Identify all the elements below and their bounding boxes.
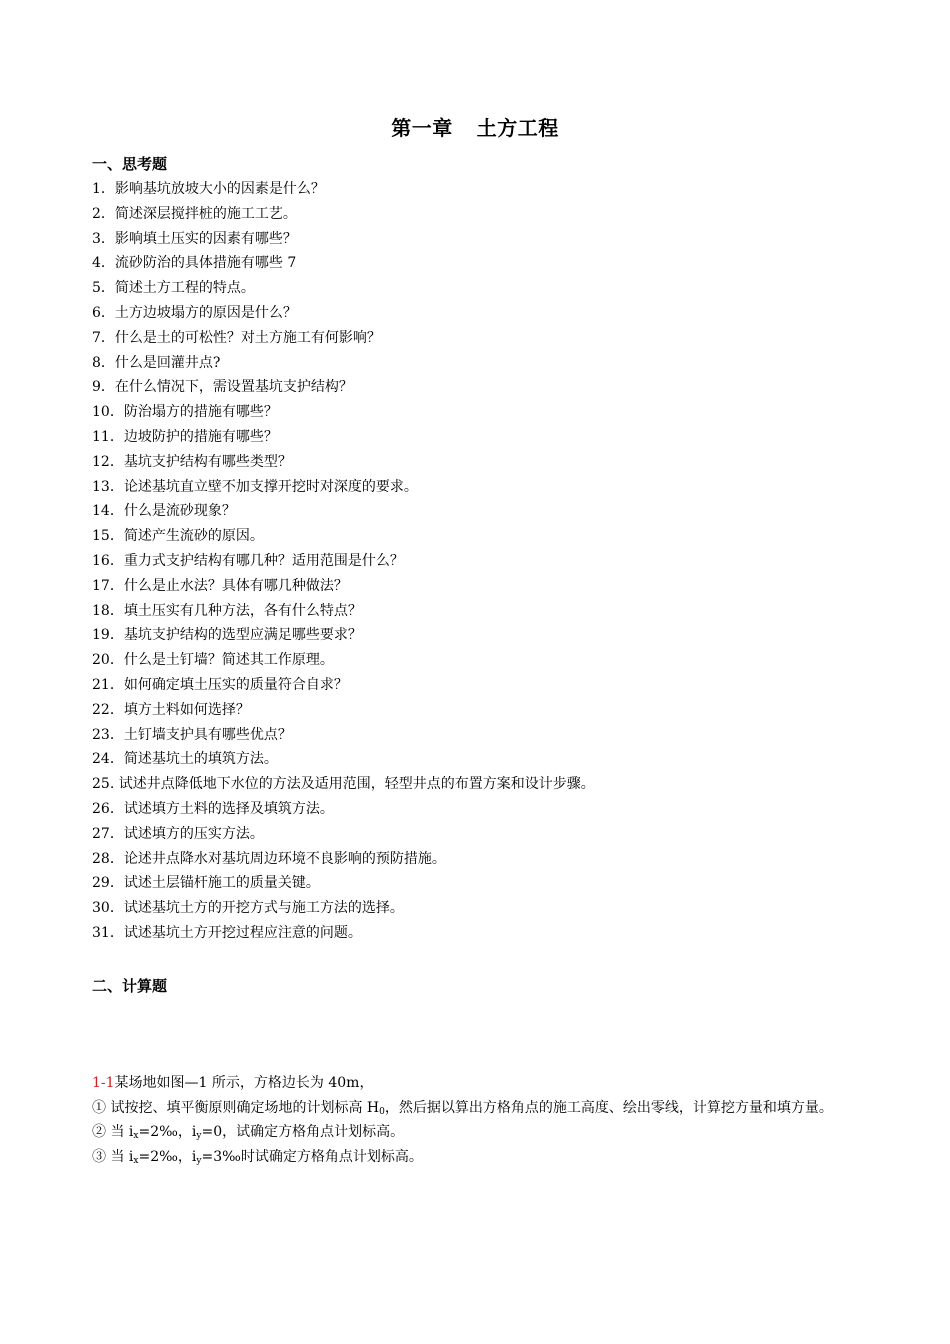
question-item: 21．如何确定填土压实的质量符合自求？ (92, 676, 348, 693)
question-item: 5．简述土方工程的特点。 (92, 280, 255, 297)
question-item: 1．影响基坑放坡大小的因素是什么？ (92, 181, 325, 197)
question-item: 15．简述产生流砂的原因。 (92, 528, 264, 545)
chapter-name: 土方工程 (476, 116, 559, 140)
question-item: 16．重力式支护结构有哪几种？适用范围是什么？ (92, 552, 404, 569)
problem-block (92, 1071, 872, 1169)
question-item: 25. 试述井点降低地下水位的方法及适用范围，轻型井点的布置方案和设计步骤。 (92, 776, 595, 793)
problem-number: 1-1 (92, 1075, 115, 1091)
question-list (92, 177, 595, 946)
question-item: 26．试述填方土料的选择及填筑方法。 (92, 800, 334, 817)
question-item: 3．影响填土压实的因素有哪些？ (92, 230, 297, 247)
question-item: 28．论述井点降水对基坑周边环境不良影响的预防措施。 (92, 850, 446, 867)
question-item: 12．基坑支护结构有哪些类型？ (92, 453, 292, 470)
question-item: 20．什么是土钉墙？简述其工作原理。 (92, 652, 334, 669)
question-item: 24．简述基坑土的填筑方法。 (92, 751, 278, 768)
question-item: 8．什么是回灌井点? (92, 354, 221, 371)
question-item: 7．什么是土的可松性？对土方施工有何影响？ (92, 329, 381, 346)
chapter-number: 第一章 (391, 116, 453, 140)
question-item: 29．试述土层锚杆施工的质量关键。 (92, 875, 320, 892)
questions-heading: 一、思考题 (92, 155, 168, 173)
problem-item-2: ② 当 $i_x=2‰$，$i_y=0$，试确定方格角点计划标高。 (92, 1124, 405, 1141)
question-item: 27．试述填方的压实方法。 (92, 825, 264, 842)
chapter-title (0, 112, 950, 141)
question-item: 18．填土压实有几种方法，各有什么特点？ (92, 602, 362, 619)
question-item: 6．土方边坡塌方的原因是什么？ (92, 304, 297, 321)
question-item: 17．什么是止水法？具体有哪几种做法？ (92, 577, 348, 594)
question-item: 31．试述基坑土方开挖过程应注意的问题。 (92, 924, 362, 941)
problem-item-1: ① 试按挖、填平衡原则确定场地的计划标高 $H_0$，然后据以算出方格角点的施工高度、绘出零线，计算挖方量和填方量。 (92, 1099, 833, 1117)
question-item: 22．填方土料如何选择？ (92, 701, 250, 718)
question-item: 14．什么是流砂现象？ (92, 503, 236, 520)
problem-intro: 1-1某场地如图—1 所示，方格边长为 40m， (92, 1075, 374, 1091)
calc-heading: 二、计算题 (92, 977, 168, 995)
question-item: 30．试述基坑土方的开挖方式与施工方法的选择。 (92, 900, 404, 917)
question-item: 11．边坡防护的措施有哪些？ (92, 428, 278, 445)
question-item: 9．在什么情况下，需设置基坑支护结构？ (92, 379, 353, 396)
question-item: 10．防治塌方的措施有哪些？ (92, 404, 278, 421)
problem-item-3: ③ 当 $i_x=2‰$，$i_y=3‰$时试确定方格角点计划标高。 (92, 1148, 423, 1166)
question-item: 2．简述深层搅拌桩的施工工艺。 (92, 205, 297, 222)
question-item: 13．论述基坑直立壁不加支撑开挖时对深度的要求。 (92, 478, 418, 495)
question-item: 19．基坑支护结构的选型应满足哪些要求？ (92, 627, 362, 644)
question-item: 23．土钉墙支护具有哪些优点？ (92, 726, 292, 743)
question-item: 4．流砂防治的具体措施有哪些 7 (92, 255, 297, 272)
